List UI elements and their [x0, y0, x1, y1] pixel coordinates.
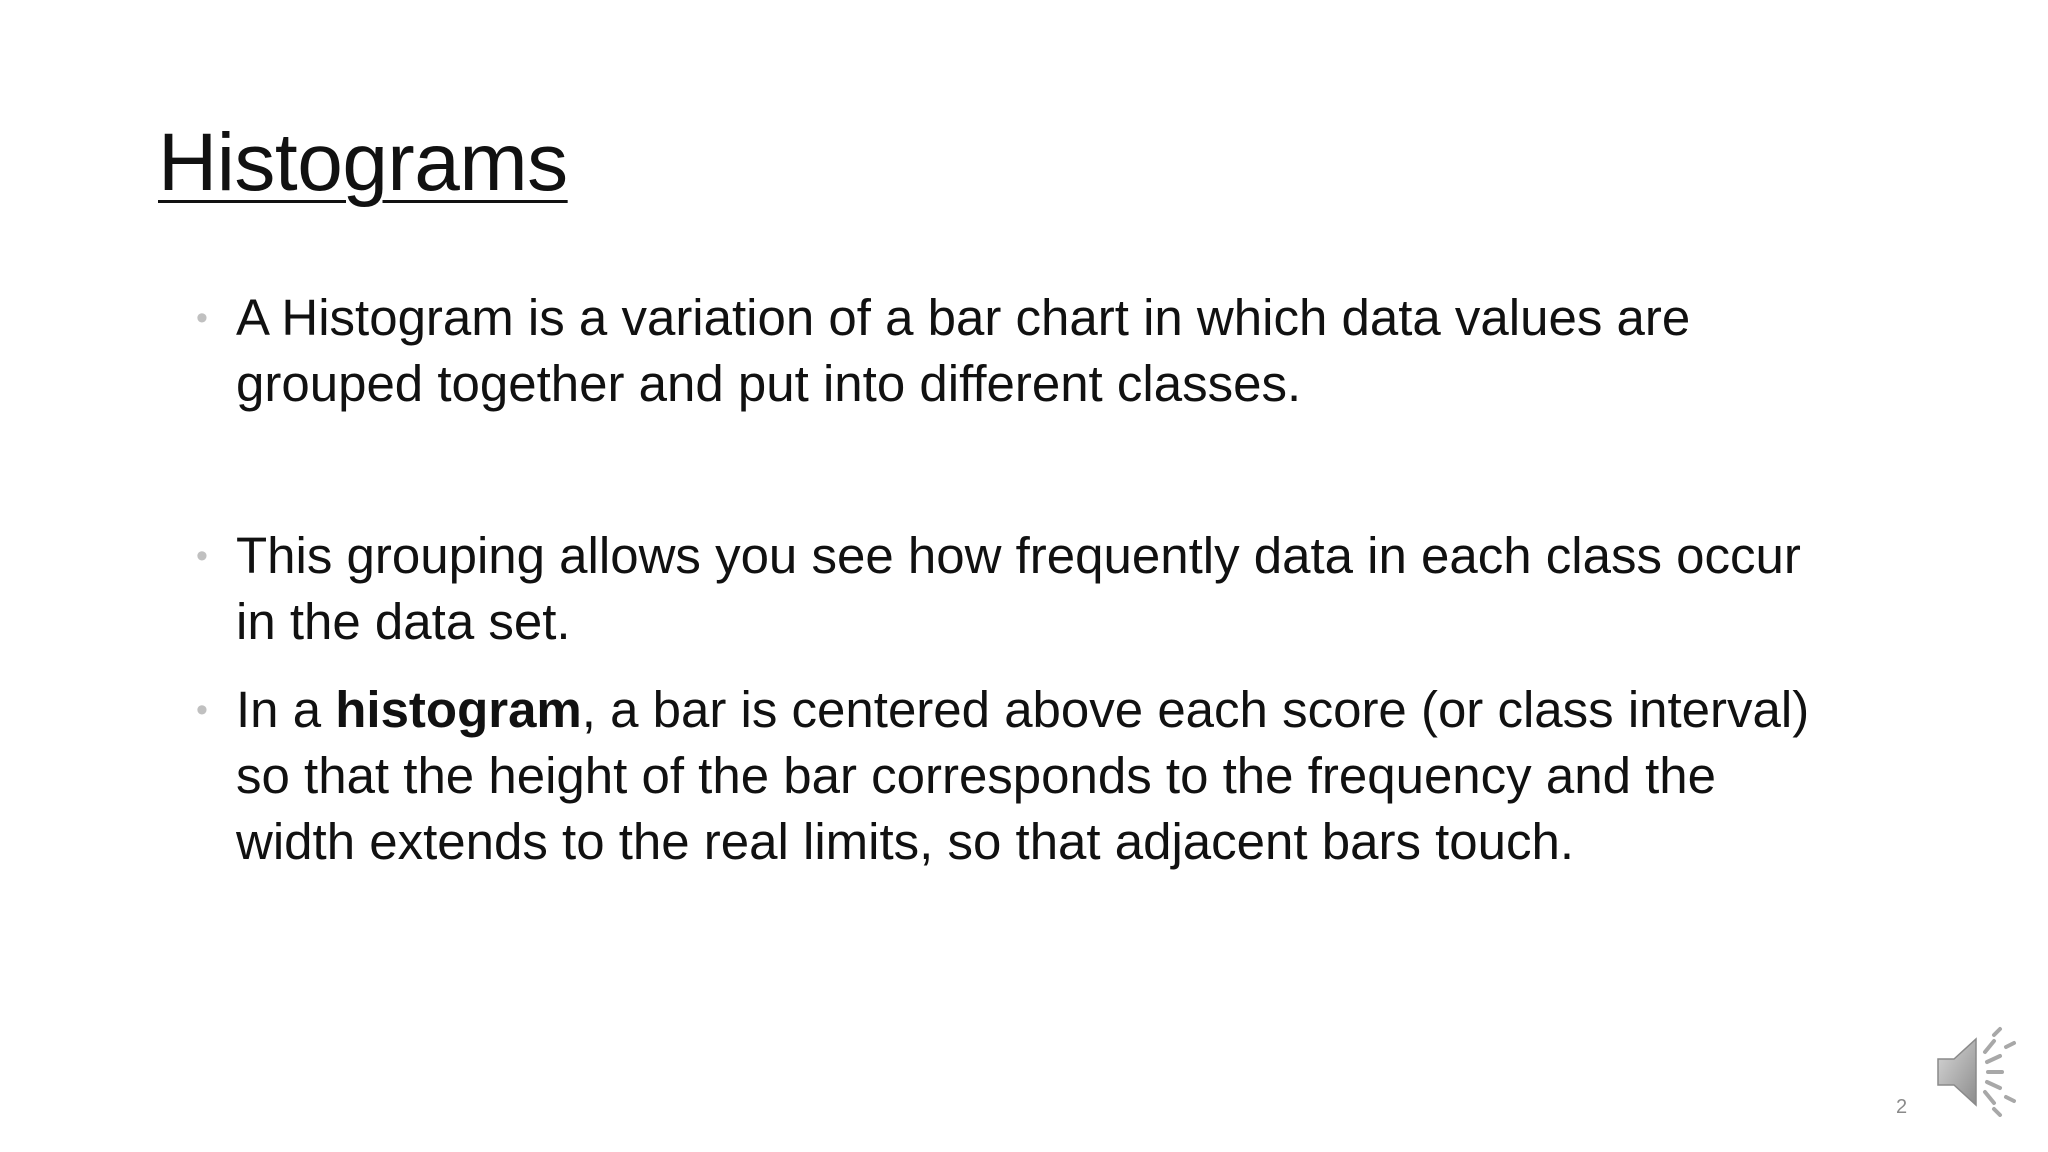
- bullet-dot: •: [196, 691, 208, 729]
- bullet-text: A Histogram is a variation of a bar chart in which data values are grouped together and put into different classes.: [236, 289, 1691, 412]
- bullet-item: [196, 285, 1846, 417]
- bullet-dot: •: [196, 537, 208, 575]
- bullet-list: [196, 285, 1846, 875]
- bullet-text: This grouping allows you see how frequently data in each class occur in the data set.: [236, 527, 1801, 650]
- bullet-text-suffix: , a bar is centered above each score (or class interval) so that the height of the bar corresponds to the frequency and the width extends to the real limits, so that adjacent bars touch.: [236, 681, 1810, 870]
- page-number: 2: [1896, 1096, 1908, 1118]
- speaker-icon-graphic: [1930, 1025, 2022, 1117]
- speaker-icon[interactable]: [1930, 1025, 2022, 1117]
- bullet-text-prefix: In a: [236, 681, 336, 738]
- slide-title: Histograms: [158, 117, 568, 208]
- bullet-item: [196, 677, 1846, 875]
- bullet-item: [196, 523, 1846, 655]
- bullet-dot: •: [196, 299, 208, 337]
- bullet-text-bold: histogram: [335, 681, 582, 738]
